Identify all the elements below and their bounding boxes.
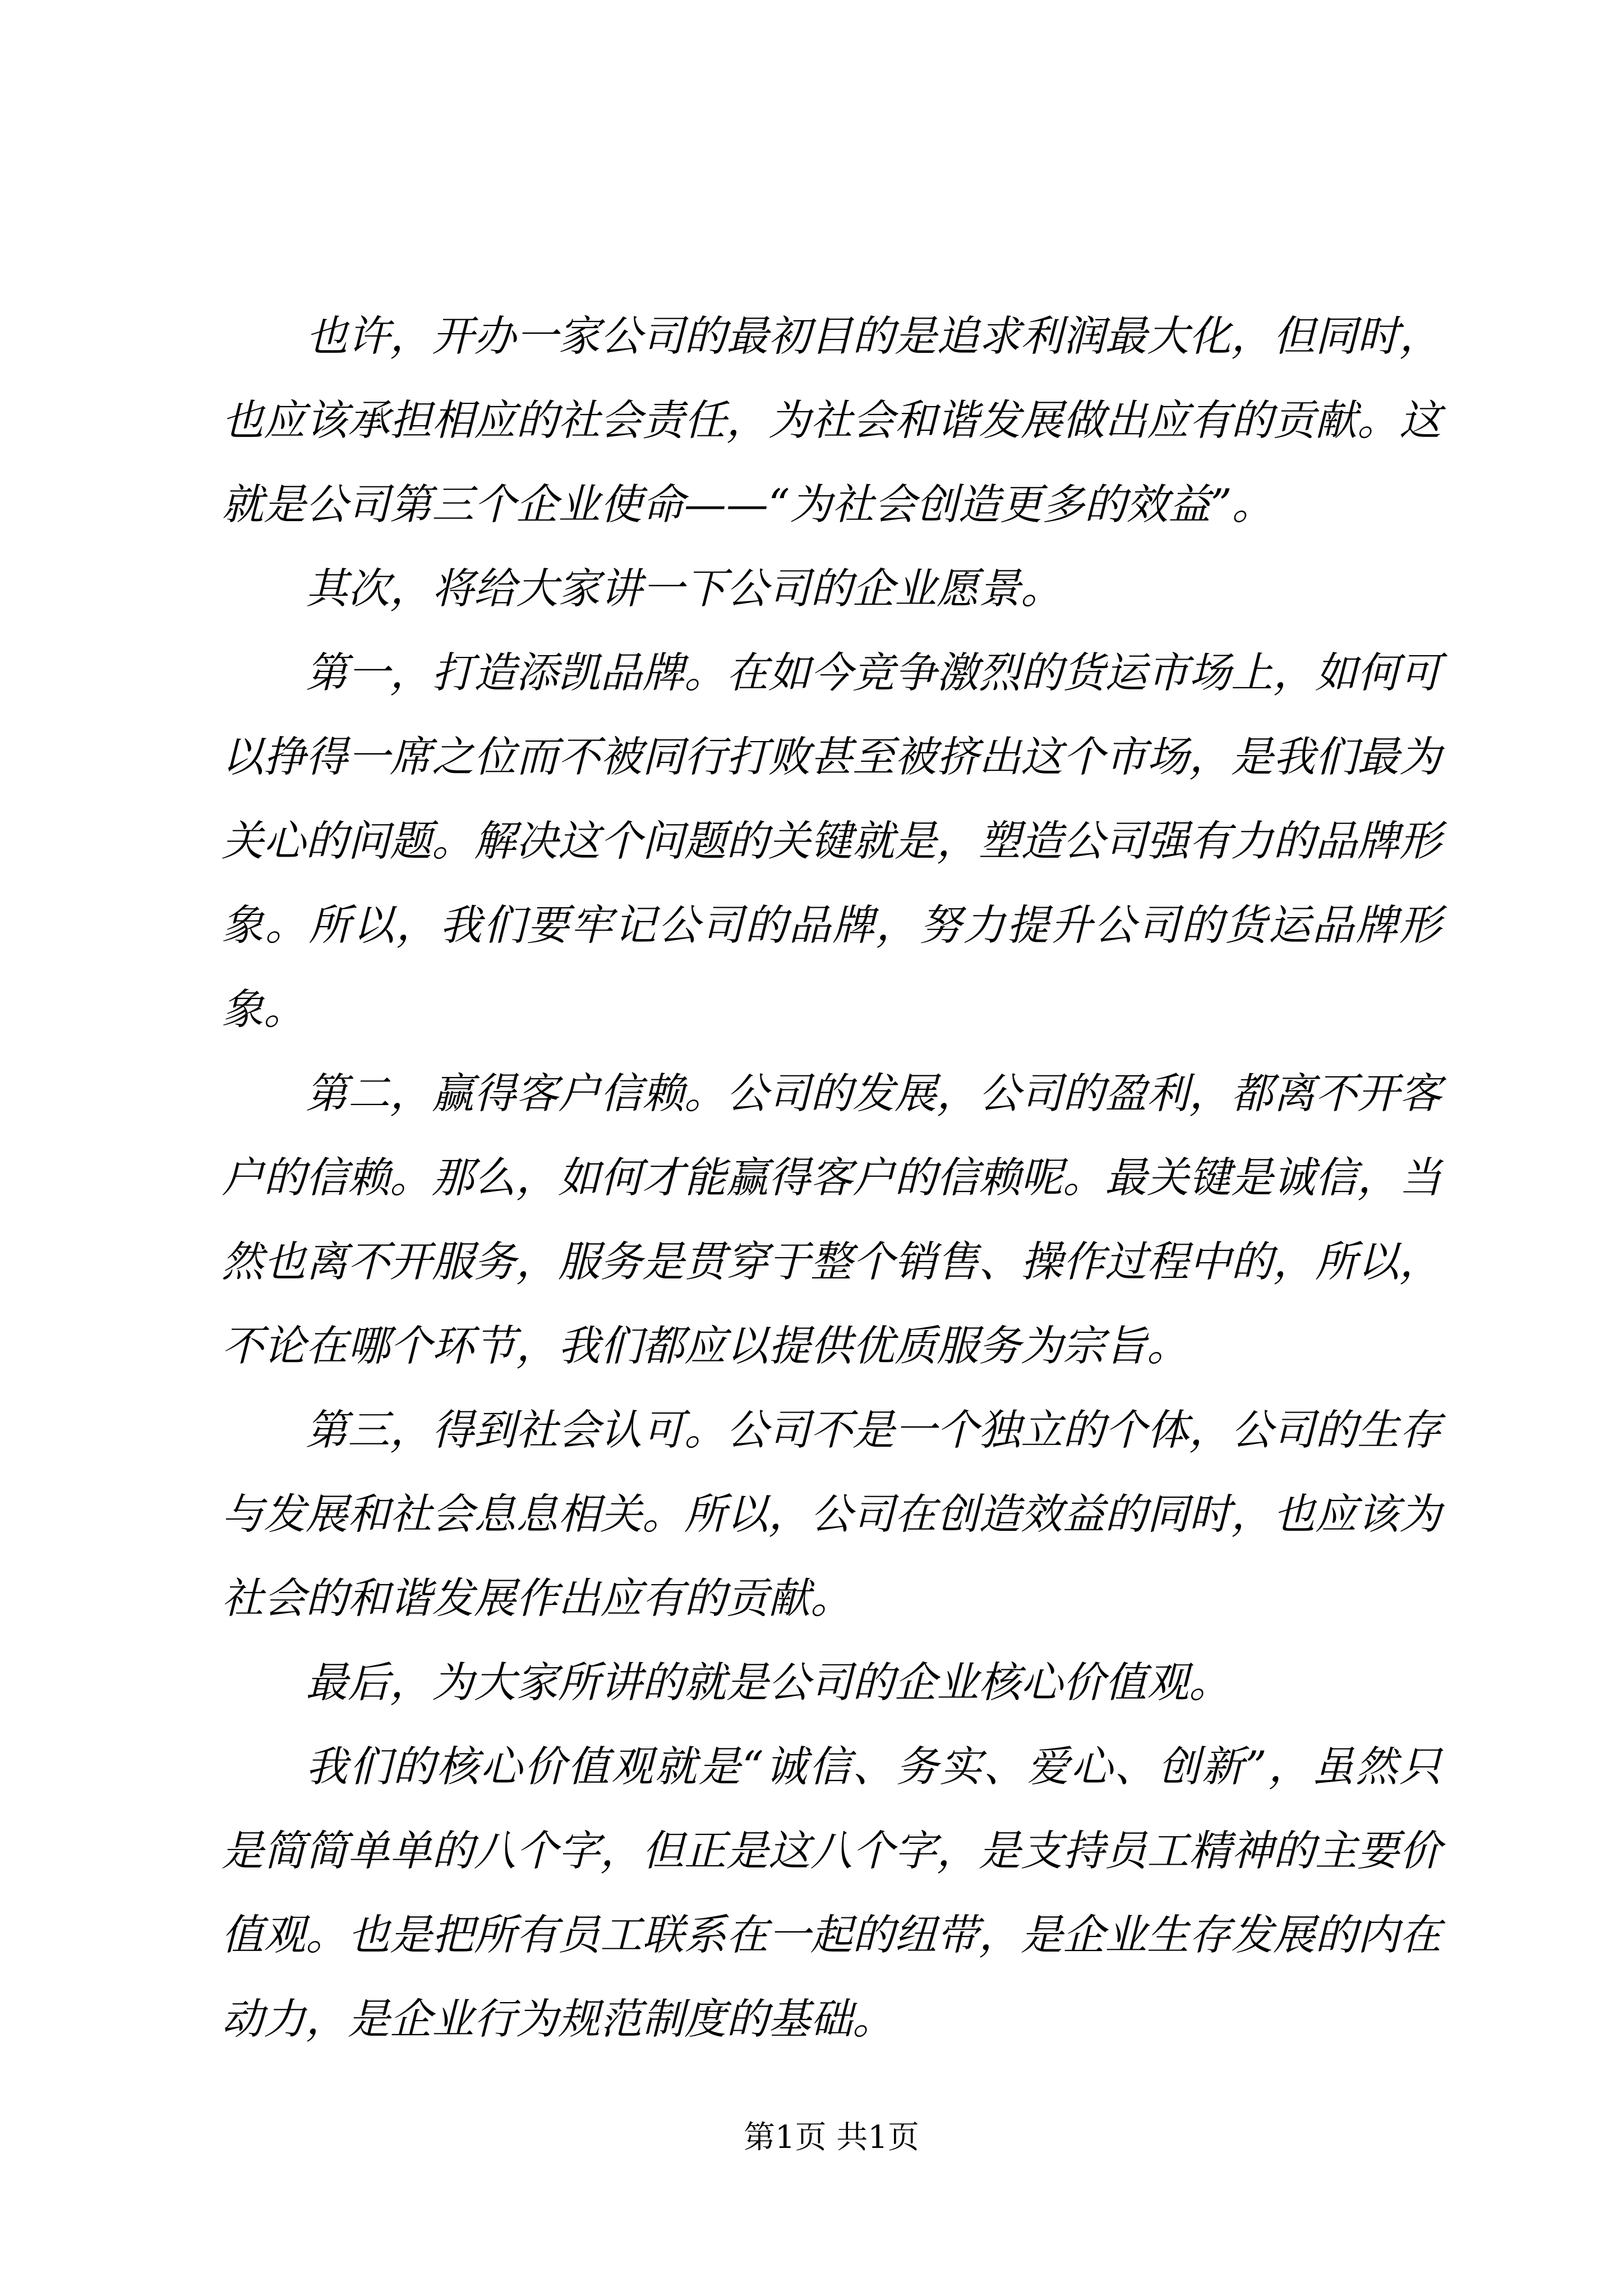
paragraph-vision-third: 第三，得到社会认可。公司不是一个独立的个体，公司的生存与发展和社会息息相关。所以，公司在创造效益的同时，也应该为社会的和谐发展作出应有的贡献。 bbox=[222, 1405, 1442, 1623]
paragraph-vision-first: 第一，打造添凯品牌。在如今竞争激烈的货运市场上，如何可以挣得一席之位而不被同行打败甚至被挤出这个市场，是我们最为关心的问题。解决这个问题的关键就是，塑造公司强有力的品牌形象。所以，我们要牢记公司的品牌，努力提升公司的货运品牌形象。 bbox=[222, 648, 1442, 1034]
paragraph-company-mission: 也许，开办一家公司的最初目的是追求利润最大化，但同时，也应该承担相应的社会责任，为社会和谐发展做出应有的贡献。这就是公司第三个企业使命——“为社会创造更多的效益”。 bbox=[222, 311, 1442, 529]
paragraph-core-values: 我们的核心价值观就是“诚信、务实、爱心、创新”，虽然只是简简单单的八个字，但正是这八个字，是支持员工精神的主要价值观。也是把所有员工联系在一起的纽带，是企业生存发展的内在动力，是企业行为规范制度的基础。 bbox=[222, 1742, 1442, 2044]
paragraph-values-intro: 最后，为大家所讲的就是公司的企业核心价值观。 bbox=[306, 1658, 1232, 1707]
document-body bbox=[222, 294, 1441, 2061]
page-footer: 第1页 共1页 bbox=[743, 2119, 920, 2156]
paragraph-vision-intro: 其次，将给大家讲一下公司的企业愿景。 bbox=[306, 564, 1063, 613]
paragraph-vision-second: 第二，赢得客户信赖。公司的发展，公司的盈利，都离不开客户的信赖。那么，如何才能赢得客户的信赖呢。最关键是诚信，当然也离不开服务，服务是贯穿于整个销售、操作过程中的，所以，不论在哪个环节，我们都应以提供优质服务为宗旨。 bbox=[222, 1069, 1442, 1370]
